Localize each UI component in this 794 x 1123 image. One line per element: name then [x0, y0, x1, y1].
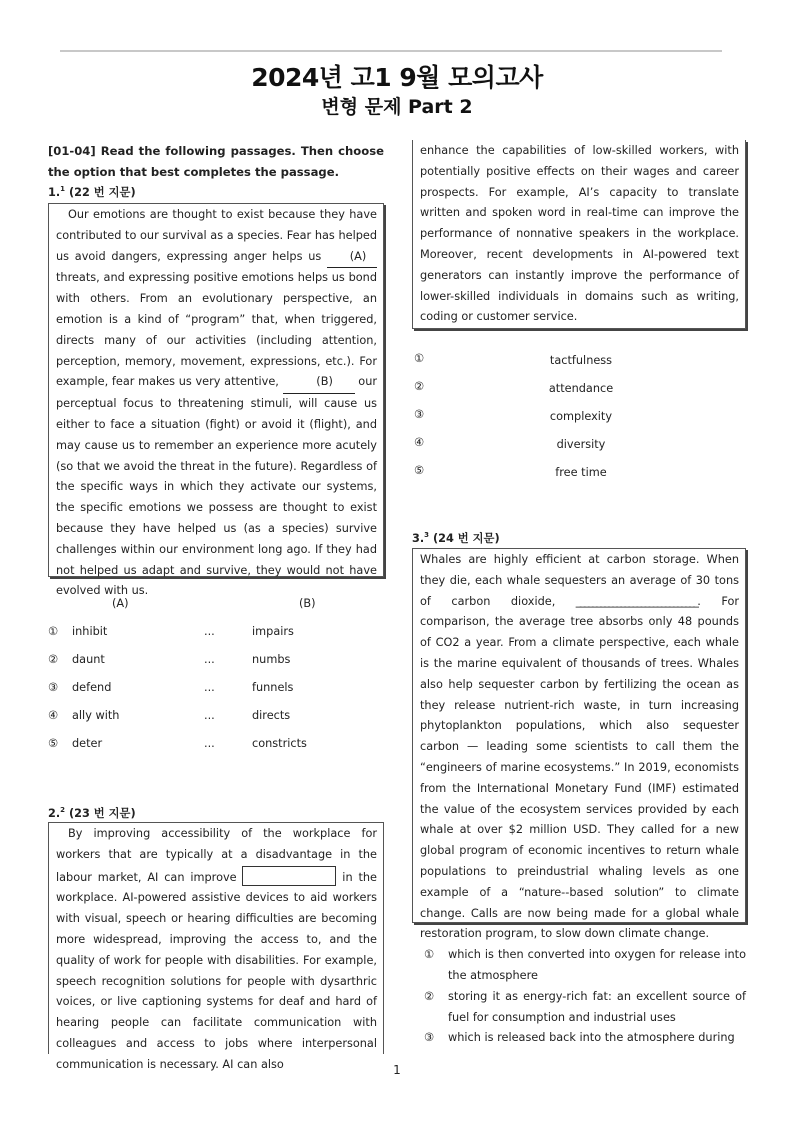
q1-option-2[interactable]: ② daunt ... numbs: [48, 653, 291, 666]
blank-b: (B): [283, 372, 355, 394]
q1-option-3[interactable]: ③ defend ... funnels: [48, 681, 294, 694]
q2-option-5[interactable]: ⑤ free time: [414, 464, 607, 479]
q2-blank: [242, 866, 336, 886]
q2-option-3[interactable]: ③ complexity: [414, 408, 613, 423]
q2-passage-box-left: [48, 822, 384, 1071]
page-subtitle: 변형 문제 Part 2: [321, 96, 473, 118]
q2-passage-part1: By improving accessibility of the workplace for workers that are typically at a disadvantage in the labour market, AI can improve in the workplace. AI-powered assistive devices to aid workers with visual, speech or hearing difficulties are becoming more widespread, improving the access to, and the quality of work for people with disabilities. For example, speech recognition solutions for people with dysarthric voices, or live captioning systems for deaf and hard of hearing people can facilitate communication with colleagues and access to jobs where interpersonal communication is necessary. AI can also: [56, 827, 377, 1071]
header-rule: [60, 50, 722, 52]
q2-passage-box-right: [412, 140, 746, 329]
blank-a: (A): [327, 247, 377, 269]
q1-option-4[interactable]: ④ ally with ... directs: [48, 709, 291, 722]
q3-passage: Whales are highly efficient at carbon storage. When they die, each whale sequesters an average of 30 tons of carbon dioxide, ______________________________. For comparison, the average tree absorbs only 48 pounds of CO2 a year. From a climate perspective, each whale is the marine equivalent of thousands of trees. Whales also help sequester carbon by fertilizing the ocean as they release nutrient-rich waste, in turn increasing phytoplankton populations, which also sequester carbon — leading some scientists to call them the “engineers of marine ecosystems.” In 2019, economists from the International Monetary Fund (IMF) estimated the value of the ecosystem services provided by each whale at over $2 million USD. They called for a new global program of economic incentives to return whale populations to preindustrial whaling levels as one example of a “nature--based solution” to climate change. Calls are now being made for a global whale restoration program, to slow down climate change.: [420, 553, 739, 941]
q1-options-header: (A) (B): [112, 597, 316, 610]
q1-option-1[interactable]: ① inhibit ... impairs: [48, 625, 294, 638]
q3-header: 3.$^3$ (24 번 지문): [412, 531, 500, 545]
q2-option-1[interactable]: ① tactfulness: [414, 352, 613, 367]
q3-option-2[interactable]: ② storing it as energy-rich fat: an excellent source of fuel for consumption and industrial uses: [424, 990, 746, 1024]
instructions: [01-04] Read the following passages. Then choose the option that best completes the passage.: [48, 144, 384, 179]
q1-header: 1.$^1$ (22 번 지문): [48, 185, 136, 199]
page-number: 1: [393, 1063, 401, 1077]
q3-blank: ______________________________: [575, 594, 698, 608]
q3-option-1[interactable]: ① which is then converted into oxygen for release into the atmosphere: [424, 948, 746, 982]
q1-passage: Our emotions are thought to exist because they have contributed to our survival as a species. Fear has helped us avoid dangers, expressing anger helps us (A) threats, and expressing positive emotions helps us bond with others. From an evolutionary perspective, an emotion is a kind of “program” that, when triggered, directs many of our activities (including attention, perception, memory, movement, expressions, etc.). For example, fear makes us very attentive, (B) our perceptual focus to threatening stimuli, will cause us either to face a situation (fight) or avoid it (flight), and may cause us to remember an experience more acutely (so that we avoid the threat in the future). Regardless of the specific ways in which they activate our systems, the specific emotions we possess are thought to exist because they have helped us (as a species) survive challenges within our environment long ago. If they had not helped us adapt and survive, they would not have evolved with us.: [56, 208, 378, 598]
q1-option-5[interactable]: ⑤ deter ... constricts: [48, 737, 307, 750]
page-title: 2024년 고1 9월 모의고사: [251, 63, 543, 92]
q2-option-2[interactable]: ② attendance: [414, 380, 614, 395]
q3-passage-box: [412, 548, 746, 941]
q2-option-4[interactable]: ④ diversity: [414, 436, 606, 451]
q2-header: 2.$^2$ (23 번 지문): [48, 806, 136, 820]
q1-passage-box: [48, 203, 384, 598]
q3-option-3[interactable]: ③ which is released back into the atmosphere during: [424, 1031, 735, 1044]
q2-passage-part2: enhance the capabilities of low-skilled workers, with potentially positive effects on their wages and career prospects. For example, AI’s capacity to translate written and spoken word in real-time can improve the performance of nonnative speakers in the workplace. Moreover, recent developments in AI-powered text generators can instantly improve the performance of lower-skilled individuals in domains such as writing, coding or customer service.: [420, 144, 739, 324]
